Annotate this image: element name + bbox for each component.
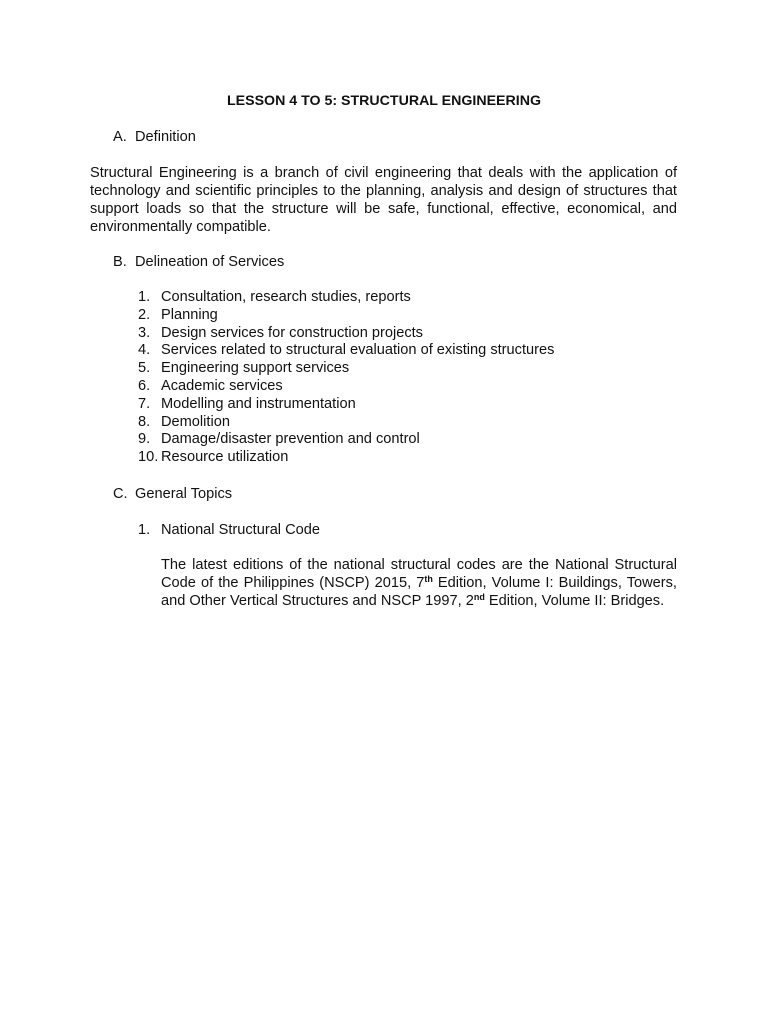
list-item-number: 2. — [138, 306, 151, 323]
list-item-text: Planning — [161, 306, 218, 323]
section-c-title: General Topics — [135, 486, 233, 502]
list-item-number: 10. — [138, 449, 159, 466]
paragraph-text-part3: Edition, Volume II: Bridges. — [484, 593, 665, 609]
list-item-number: 6. — [138, 377, 151, 394]
list-item-text: Demolition — [161, 413, 230, 430]
section-b-heading — [113, 254, 284, 270]
list-item — [138, 414, 554, 432]
list-item-number: 7. — [138, 395, 151, 412]
list-item-number: 1. — [138, 289, 151, 305]
section-c-letter: C. — [113, 486, 128, 502]
list-item — [138, 289, 554, 307]
section-b-title: Delineation of Services — [135, 254, 285, 270]
structural-code-paragraph — [161, 556, 677, 610]
list-item — [138, 360, 554, 378]
section-a-title: Definition — [135, 129, 196, 145]
list-item-text: Services related to structural evaluation of existing structures — [161, 342, 555, 359]
list-item — [138, 325, 554, 343]
list-item — [138, 449, 554, 467]
list-item — [138, 378, 554, 396]
list-item — [138, 396, 554, 414]
list-item-number: 5. — [138, 360, 151, 377]
page-title: LESSON 4 TO 5: STRUCTURAL ENGINEERING — [226, 93, 541, 109]
definition-paragraph: Structural Engineering is a branch of civil engineering that deals with the application of technology and scientific principles to the planning, analysis and design of structures that support loads so that the structure will be safe, functional, effective, economical, and environmentally compatible. — [90, 165, 677, 235]
list-item-text: Design services for construction projects — [161, 324, 423, 341]
subtopic-heading — [138, 521, 320, 539]
list-item-text: Academic services — [161, 377, 283, 394]
section-c-heading — [113, 486, 232, 502]
section-b-letter: B. — [113, 254, 127, 270]
superscript-th: th — [424, 574, 433, 584]
list-item — [138, 307, 554, 325]
section-a-heading — [113, 129, 196, 145]
list-item-text: Damage/disaster prevention and control — [161, 431, 420, 448]
list-item — [138, 342, 554, 360]
list-item-text: Engineering support services — [161, 360, 350, 377]
services-list — [138, 289, 554, 467]
list-item-number: 9. — [138, 431, 151, 448]
list-item-text: Modelling and instrumentation — [161, 395, 356, 412]
section-a-letter: A. — [113, 129, 127, 145]
list-item — [138, 431, 554, 449]
list-item-text: Resource utilization — [161, 449, 289, 466]
list-item-text: Consultation, research studies, reports — [161, 289, 411, 305]
subtopic-title: National Structural Code — [161, 522, 320, 538]
list-item-number: 4. — [138, 342, 151, 359]
superscript-nd: nd — [473, 592, 485, 602]
paragraph-text-part2: Edition, Volume I: Buildings, Towers, and Other Vertical Structures and NSCP 1997, 2 — [161, 575, 677, 609]
list-item-number: 3. — [138, 324, 151, 341]
subtopic-number: 1. — [138, 522, 151, 538]
paragraph-text-part1: The latest editions of the national structural codes are the National Structural Code of the Philippines (NSCP) 2015, 7 — [161, 557, 677, 591]
list-item-number: 8. — [138, 413, 151, 430]
